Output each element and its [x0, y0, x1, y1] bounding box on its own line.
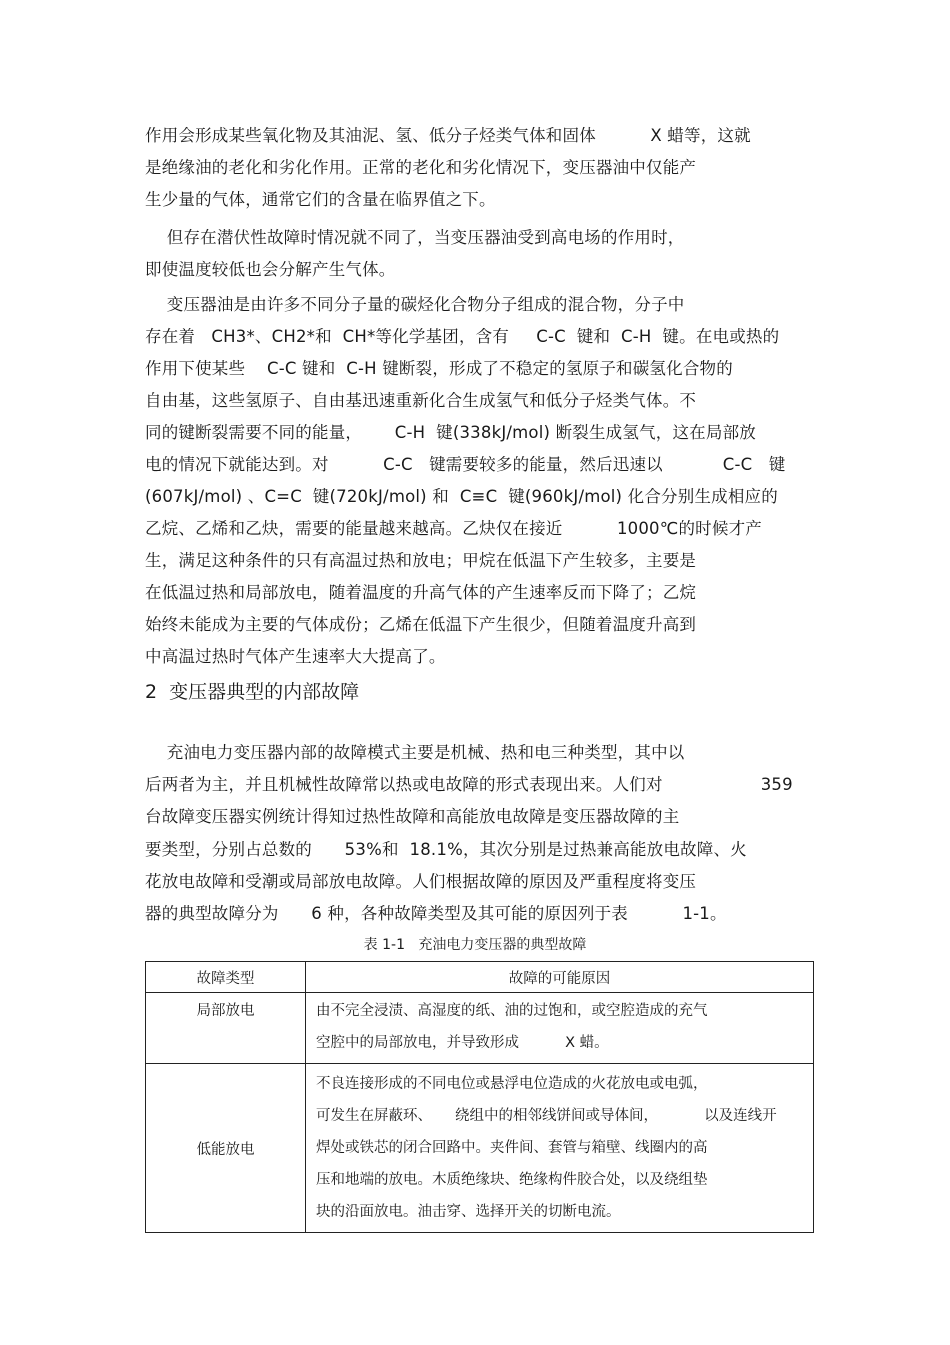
cause-line: 空腔中的局部放电，并导致形成 X 蜡。: [316, 1035, 609, 1051]
text-line: 自由基，这些氢原子、自由基迅速重新化合生成氢气和低分子烃类气体。不: [145, 391, 697, 410]
header-possible-cause: 故障的可能原因: [306, 962, 814, 993]
fault-cause-cell: [306, 993, 814, 1064]
table-row: [146, 993, 814, 1064]
table-row: [146, 1064, 814, 1233]
cause-line: 可发生在屏蔽环、 绕组中的相邻线饼间或导体间， 以及连线开: [316, 1108, 777, 1124]
text-line: 花放电故障和受潮或局部放电故障。人们根据故障的原因及严重程度将变压: [145, 872, 697, 891]
section-heading: 2 变压器典型的内部故障: [145, 681, 360, 703]
header-fault-type: 故障类型: [146, 962, 306, 993]
table-header-row: [146, 962, 814, 993]
text-line: 生少量的气体，通常它们的含量在临界值之下。: [145, 190, 496, 209]
text-line: 作用下使某些 C-C 键和 C-H 键断裂，形成了不稳定的氢原子和碳氢化合物的: [145, 359, 733, 378]
text-line: 乙烷、乙烯和乙炔，需要的能量越来越高。乙炔仅在接近 1000℃的时候才产: [145, 519, 762, 538]
text-line: 即使温度较低也会分解产生气体。: [145, 260, 396, 279]
text-line: 始终未能成为主要的气体成份；乙烯在低温下产生很少，但随着温度升高到: [145, 615, 697, 634]
text-line: 存在着 CH3*、CH2*和 CH*等化学基团，含有 C-C 键和 C-H 键。在电或热的: [145, 327, 780, 346]
fault-table: [145, 961, 814, 1233]
cause-line: 焊处或铁芯的闭合回路中。夹件间、套管与箱壁、线圈内的高: [316, 1140, 708, 1156]
fault-cause-cell: [306, 1064, 814, 1233]
cause-line: 压和地端的放电。木质绝缘块、绝缘构件胶合处，以及绕组垫: [316, 1172, 708, 1188]
table-caption: 表 1-1 充油电力变压器的典型故障: [363, 937, 587, 953]
text-line: 是绝缘油的老化和劣化作用。正常的老化和劣化情况下，变压器油中仅能产: [145, 158, 697, 177]
text-line: 变压器油是由许多不同分子量的碳烃化合物分子组成的混合物，分子中: [145, 295, 685, 314]
text-line: 同的键断裂需要不同的能量， C-H 键(338kJ/mol) 断裂生成氢气，这在局部放: [145, 423, 756, 442]
text-line: 作用会形成某些氧化物及其油泥、氢、低分子烃类气体和固体 X 蜡等，这就: [145, 126, 751, 145]
text-line: 生，满足这种条件的只有高温过热和放电；甲烷在低温下产生较多，主要是: [145, 551, 697, 570]
fault-type-cell: 低能放电: [146, 1064, 306, 1233]
text-line: 要类型，分别占总数的 53%和 18.1%，其次分别是过热兼高能放电故障、火: [145, 840, 747, 859]
text-line: 台故障变压器实例统计得知过热性故障和高能放电故障是变压器故障的主: [145, 807, 680, 826]
text-line: (607kJ/mol) 、C=C 键(720kJ/mol) 和 C≡C 键(960kJ/mol) 化合分别生成相应的: [145, 487, 778, 506]
text-line: 器的典型故障分为 6 种，各种故障类型及其可能的原因列于表 1-1。: [145, 904, 727, 923]
cause-line: 块的沿面放电。油击穿、选择开关的切断电流。: [316, 1204, 621, 1220]
fault-type-cell: 局部放电: [146, 993, 306, 1064]
text-line: 中高温过热时气体产生速率大大提高了。: [145, 647, 446, 666]
cause-line: 不良连接形成的不同电位或悬浮电位造成的火花放电或电弧，: [316, 1076, 708, 1092]
cause-line: 由不完全浸渍、高湿度的纸、油的过饱和，或空腔造成的充气: [316, 1003, 708, 1019]
text-line: 在低温过热和局部放电，随着温度的升高气体的产生速率反而下降了；乙烷: [145, 583, 697, 602]
text-line: 充油电力变压器内部的故障模式主要是机械、热和电三种类型，其中以: [145, 743, 685, 762]
text-line: 但存在潜伏性故障时情况就不同了，当变压器油受到高电场的作用时，: [145, 228, 685, 247]
text-line: 电的情况下就能达到。对 C-C 键需要较多的能量，然后迅速以 C-C 键: [145, 455, 786, 474]
text-line: 后两者为主，并且机械性故障常以热或电故障的形式表现出来。人们对 359: [145, 775, 793, 794]
